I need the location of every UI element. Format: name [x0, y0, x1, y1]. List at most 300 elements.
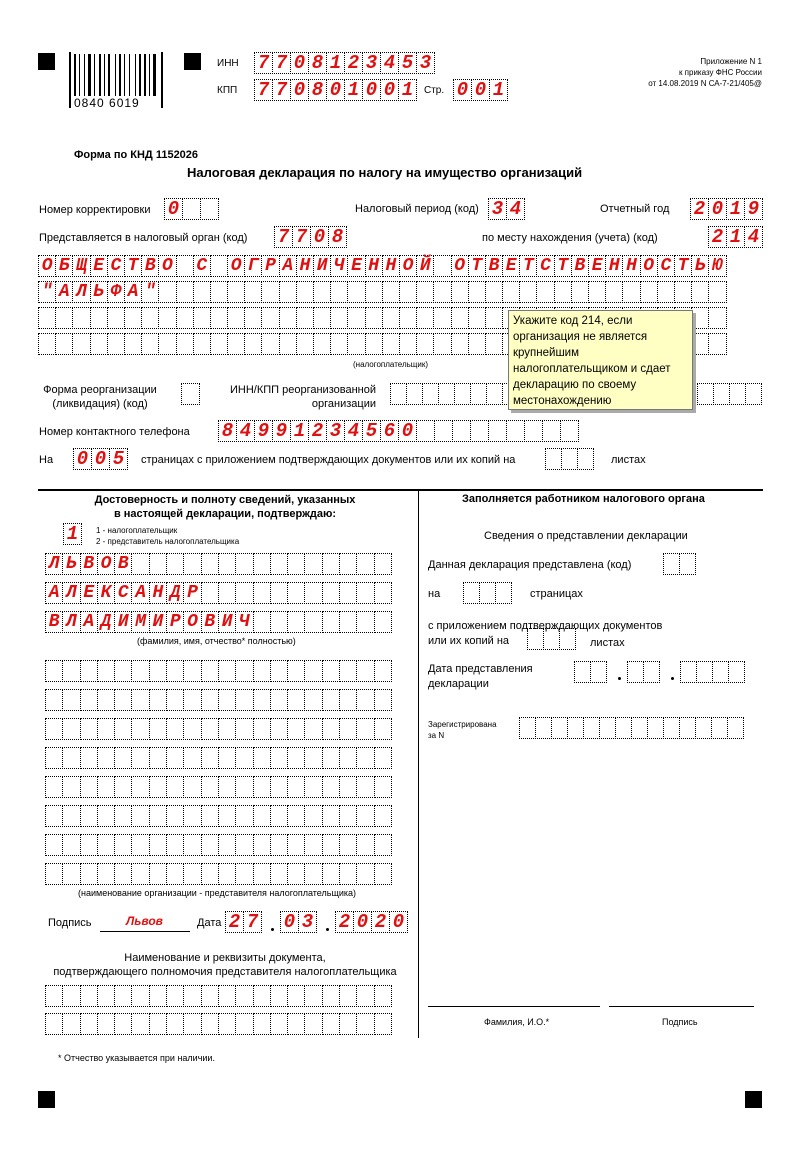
field-cell — [287, 863, 305, 885]
field-cell: 0 — [453, 79, 472, 101]
field-cell — [253, 582, 271, 604]
field-cell: 0 — [380, 79, 399, 101]
tax-pages-field[interactable] — [463, 582, 511, 604]
field-cell — [452, 420, 471, 442]
tax-sheets-field[interactable] — [527, 628, 575, 650]
field-cell — [347, 281, 365, 303]
org-name-row[interactable] — [38, 281, 726, 303]
field-cell — [97, 776, 115, 798]
field-cell — [554, 281, 572, 303]
field-cell: Т — [674, 255, 692, 277]
field-cell — [149, 660, 167, 682]
field-cell: 2 — [371, 911, 390, 933]
field-cell — [691, 281, 709, 303]
field-cell — [486, 383, 503, 405]
field-cell — [374, 611, 392, 633]
field-cell — [560, 420, 579, 442]
field-cell: М — [131, 611, 149, 633]
field-cell: 7 — [272, 52, 291, 74]
field-cell — [80, 689, 98, 711]
field-cell — [114, 834, 132, 856]
field-cell — [149, 985, 167, 1007]
field-cell — [131, 776, 149, 798]
field-cell — [356, 553, 374, 575]
field-cell — [166, 834, 184, 856]
inn-field[interactable] — [254, 52, 434, 74]
field-cell: А — [55, 281, 73, 303]
field-cell — [524, 420, 543, 442]
field-cell — [279, 307, 297, 329]
field-cell — [390, 383, 407, 405]
field-cell: 1 — [290, 420, 309, 442]
signer-option: 2 - представитель налогоплательщика — [96, 537, 240, 546]
field-cell: 0 — [164, 198, 183, 220]
tax-date-month[interactable] — [627, 661, 659, 683]
field-cell — [330, 333, 348, 355]
tax-reg-field[interactable] — [519, 717, 743, 739]
field-cell — [193, 333, 211, 355]
year-label: Отчетный год — [600, 203, 670, 215]
field-cell — [433, 281, 451, 303]
reorg-inn-label-line: организации — [311, 398, 376, 410]
field-cell — [287, 660, 305, 682]
field-cell — [235, 553, 253, 575]
field-cell — [270, 718, 288, 740]
page-field[interactable] — [453, 79, 507, 101]
field-cell — [218, 660, 236, 682]
field-cell — [615, 717, 632, 739]
barcode-bar — [129, 54, 130, 96]
field-cell — [90, 307, 108, 329]
field-cell — [80, 985, 98, 1007]
field-cell: 8 — [328, 226, 347, 248]
field-cell — [296, 307, 314, 329]
field-cell — [253, 834, 271, 856]
phone-field[interactable] — [218, 420, 578, 442]
field-cell — [131, 863, 149, 885]
date-day-field[interactable] — [225, 911, 261, 933]
tax-sign-line — [609, 1006, 754, 1007]
field-cell — [339, 689, 357, 711]
field-cell: 1 — [326, 52, 345, 74]
field-cell — [253, 718, 271, 740]
field-cell: 0 — [310, 226, 329, 248]
field-cell: 2 — [225, 911, 244, 933]
corr-label: Номер корректировки — [39, 204, 151, 216]
field-cell — [339, 718, 357, 740]
field-cell: Р — [261, 255, 279, 277]
field-cell — [571, 281, 589, 303]
doc-title: Налоговая декларация по налогу на имущество организаций — [187, 165, 583, 180]
field-cell — [166, 689, 184, 711]
field-cell: И — [313, 255, 331, 277]
field-cell — [62, 1013, 80, 1035]
rep-org-row[interactable] — [45, 689, 391, 711]
date-label: Дата — [197, 917, 222, 929]
field-cell — [181, 383, 200, 405]
field-cell — [176, 307, 194, 329]
field-cell: С — [657, 255, 675, 277]
field-cell — [434, 420, 453, 442]
tax-title: Заполняется работником налогового органа — [462, 493, 705, 505]
field-cell — [227, 333, 245, 355]
field-cell: О — [451, 255, 469, 277]
field-cell — [559, 628, 576, 650]
field-cell — [124, 333, 142, 355]
form-code: Форма по КНД 1152026 — [74, 149, 199, 161]
period-field[interactable] — [488, 198, 524, 220]
field-cell — [114, 863, 132, 885]
tax-date-year[interactable] — [680, 661, 744, 683]
rep-org-row[interactable] — [45, 660, 391, 682]
field-cell: 1 — [63, 523, 82, 545]
reorg-kpp-field[interactable] — [697, 383, 761, 405]
field-cell — [261, 281, 279, 303]
field-cell — [62, 985, 80, 1007]
field-cell — [90, 333, 108, 355]
field-cell: С — [193, 255, 211, 277]
field-cell — [322, 985, 340, 1007]
barcode-bar — [84, 54, 85, 96]
rep-org-row[interactable] — [45, 805, 391, 827]
field-cell — [519, 281, 537, 303]
field-cell — [114, 747, 132, 769]
field-cell — [45, 1013, 63, 1035]
field-cell: А — [131, 582, 149, 604]
field-cell — [287, 718, 305, 740]
rep-org-row[interactable] — [45, 863, 391, 885]
field-cell — [365, 333, 383, 355]
field-cell: Е — [80, 582, 98, 604]
field-cell — [322, 1013, 340, 1035]
field-cell — [45, 805, 63, 827]
field-cell — [114, 805, 132, 827]
field-cell — [708, 307, 726, 329]
field-cell — [339, 776, 357, 798]
field-cell: 0 — [362, 79, 381, 101]
field-cell — [131, 689, 149, 711]
field-cell — [468, 307, 486, 329]
field-cell — [201, 805, 219, 827]
field-cell — [470, 420, 489, 442]
field-cell — [218, 553, 236, 575]
name-row[interactable] — [45, 582, 391, 604]
field-cell — [583, 717, 600, 739]
field-cell: 0 — [290, 79, 309, 101]
field-cell: 6 — [380, 420, 399, 442]
field-cell — [45, 776, 63, 798]
field-cell — [270, 611, 288, 633]
field-cell — [680, 661, 697, 683]
patronymic-row[interactable] — [45, 611, 391, 633]
field-cell — [304, 1013, 322, 1035]
field-cell — [374, 1013, 392, 1035]
field-cell: 0 — [326, 79, 345, 101]
field-cell — [485, 281, 503, 303]
rep-org-row[interactable] — [45, 834, 391, 856]
field-cell: О — [158, 255, 176, 277]
surname-row[interactable] — [45, 553, 391, 575]
reorg-field[interactable] — [181, 383, 199, 405]
field-cell — [131, 747, 149, 769]
field-cell — [727, 717, 744, 739]
field-cell: Н — [296, 255, 314, 277]
rep-org-row[interactable] — [45, 718, 391, 740]
field-cell — [322, 776, 340, 798]
field-cell — [728, 661, 745, 683]
barcode-bar — [79, 54, 80, 96]
field-cell — [131, 985, 149, 1007]
field-cell: Р — [183, 582, 201, 604]
corr-field[interactable] — [164, 198, 218, 220]
field-cell — [253, 776, 271, 798]
field-cell — [647, 717, 664, 739]
field-cell — [183, 985, 201, 1007]
tax-sign: Подпись — [662, 1017, 698, 1027]
field-cell — [253, 553, 271, 575]
field-cell: 2 — [690, 198, 709, 220]
date-year-field[interactable] — [335, 911, 407, 933]
kpp-field[interactable] — [254, 79, 416, 101]
field-cell — [468, 333, 486, 355]
field-cell — [287, 553, 305, 575]
rep-org-row[interactable] — [45, 747, 391, 769]
field-cell — [691, 307, 709, 329]
appendix-note — [648, 56, 762, 89]
field-cell — [313, 281, 331, 303]
tax-submitted-field[interactable] — [663, 553, 695, 575]
confirm-title-line: Достоверность и полноту сведений, указанных — [94, 494, 356, 506]
field-cell: 2 — [308, 420, 327, 442]
corner-marker — [184, 53, 201, 70]
field-cell — [287, 1013, 305, 1035]
field-cell — [322, 582, 340, 604]
field-cell — [416, 333, 434, 355]
field-cell — [235, 582, 253, 604]
field-cell — [708, 281, 726, 303]
field-cell — [502, 281, 520, 303]
field-cell — [322, 747, 340, 769]
field-cell — [97, 689, 115, 711]
tax-subtitle: Сведения о представлении декларации — [484, 530, 688, 542]
field-cell — [131, 718, 149, 740]
field-cell — [45, 834, 63, 856]
field-cell: Н — [605, 255, 623, 277]
field-cell — [545, 448, 562, 470]
field-cell — [176, 255, 194, 277]
field-cell — [55, 333, 73, 355]
field-cell — [183, 805, 201, 827]
sheets-field[interactable] — [545, 448, 593, 470]
field-cell — [374, 805, 392, 827]
tax-attach-line: с приложением подтверждающих документов — [428, 620, 663, 632]
doc-caption-line: подтверждающего полномочия представителя налогоплательщика — [53, 966, 397, 978]
field-cell — [201, 863, 219, 885]
field-cell: 0 — [91, 448, 110, 470]
field-cell — [97, 1013, 115, 1035]
field-cell — [131, 834, 149, 856]
year-field[interactable] — [690, 198, 762, 220]
field-cell: 8 — [218, 420, 237, 442]
date-separator — [271, 928, 274, 931]
field-cell — [62, 834, 80, 856]
field-cell: 0 — [73, 448, 92, 470]
field-cell — [193, 307, 211, 329]
authority-field[interactable] — [274, 226, 346, 248]
field-cell — [270, 834, 288, 856]
field-cell — [422, 383, 439, 405]
field-cell — [38, 307, 56, 329]
field-cell: 2 — [344, 52, 363, 74]
field-cell — [374, 660, 392, 682]
field-cell — [183, 660, 201, 682]
field-cell — [287, 805, 305, 827]
field-cell — [253, 689, 271, 711]
field-cell — [62, 863, 80, 885]
field-cell — [631, 717, 648, 739]
field-cell — [218, 718, 236, 740]
field-cell — [416, 307, 434, 329]
reorg-label-line: Форма реорганизации — [43, 384, 157, 396]
field-cell — [158, 307, 176, 329]
field-cell — [356, 863, 374, 885]
barcode-bar — [135, 54, 136, 96]
field-cell — [107, 307, 125, 329]
field-cell — [374, 553, 392, 575]
pages-field[interactable] — [73, 448, 127, 470]
field-cell — [131, 1013, 149, 1035]
field-cell — [218, 863, 236, 885]
field-cell: Н — [149, 582, 167, 604]
field-cell — [356, 834, 374, 856]
barcode-bar — [74, 54, 76, 96]
field-cell — [279, 333, 297, 355]
field-cell — [235, 776, 253, 798]
field-cell — [322, 805, 340, 827]
field-cell: Ч — [235, 611, 253, 633]
field-cell: 3 — [362, 52, 381, 74]
field-cell — [38, 333, 56, 355]
field-cell — [561, 448, 578, 470]
field-cell: А — [279, 255, 297, 277]
barcode-bar — [144, 54, 146, 96]
barcode-bar — [115, 54, 116, 96]
appendix-line: Приложение N 1 — [700, 57, 762, 66]
pages-text: страницах с приложением подтверждающих документов или их копий на — [141, 454, 516, 466]
field-cell — [97, 805, 115, 827]
phone-label: Номер контактного телефона — [39, 426, 190, 438]
field-cell — [114, 776, 132, 798]
field-cell: 7 — [243, 911, 262, 933]
field-cell — [210, 333, 228, 355]
field-cell — [322, 611, 340, 633]
doc-row[interactable] — [45, 1013, 391, 1035]
field-cell: 1 — [344, 79, 363, 101]
field-cell — [183, 863, 201, 885]
field-cell — [663, 553, 680, 575]
field-cell — [416, 420, 435, 442]
field-cell — [45, 747, 63, 769]
field-cell: 3 — [416, 52, 435, 74]
field-cell — [62, 689, 80, 711]
field-cell — [114, 718, 132, 740]
tax-pages: страницах — [530, 588, 583, 600]
field-cell: Е — [588, 255, 606, 277]
field-cell — [201, 689, 219, 711]
field-cell: И — [114, 611, 132, 633]
field-cell — [330, 281, 348, 303]
date-month-field[interactable] — [280, 911, 316, 933]
field-cell — [270, 689, 288, 711]
field-cell — [304, 689, 322, 711]
location-field[interactable] — [708, 226, 762, 248]
field-cell — [468, 281, 486, 303]
field-cell — [114, 689, 132, 711]
field-cell: 0 — [389, 911, 408, 933]
field-cell — [114, 985, 132, 1007]
field-cell: С — [107, 255, 125, 277]
field-cell — [97, 747, 115, 769]
field-cell: А — [80, 611, 98, 633]
tax-date-day[interactable] — [574, 661, 606, 683]
field-cell: Ь — [691, 255, 709, 277]
field-cell — [261, 307, 279, 329]
rep-org-row[interactable] — [45, 776, 391, 798]
field-cell — [201, 1013, 219, 1035]
field-cell — [657, 281, 675, 303]
field-cell — [244, 333, 262, 355]
field-cell — [253, 805, 271, 827]
field-cell — [45, 863, 63, 885]
field-cell — [374, 582, 392, 604]
field-cell — [149, 718, 167, 740]
field-cell — [201, 776, 219, 798]
field-cell — [696, 661, 713, 683]
field-cell — [339, 1013, 357, 1035]
field-cell — [218, 747, 236, 769]
org-name-row[interactable] — [38, 255, 726, 277]
pages-prefix: На — [39, 454, 54, 466]
field-cell — [339, 805, 357, 827]
field-cell: Д — [166, 582, 184, 604]
field-cell — [551, 717, 568, 739]
field-cell — [149, 1013, 167, 1035]
field-cell: В — [571, 255, 589, 277]
tax-date-label-line: декларации — [428, 678, 489, 690]
field-cell: О — [399, 255, 417, 277]
field-cell — [166, 718, 184, 740]
field-cell — [399, 333, 417, 355]
field-cell: Е — [347, 255, 365, 277]
doc-row[interactable] — [45, 985, 391, 1007]
field-cell — [201, 747, 219, 769]
field-cell: Р — [166, 611, 184, 633]
field-cell — [114, 1013, 132, 1035]
field-cell — [253, 660, 271, 682]
field-cell: Т — [124, 255, 142, 277]
field-cell — [356, 660, 374, 682]
field-cell: К — [97, 582, 115, 604]
barcode-bar — [149, 54, 150, 96]
field-cell: 5 — [109, 448, 128, 470]
field-cell — [695, 717, 712, 739]
field-cell — [287, 582, 305, 604]
field-cell — [622, 281, 640, 303]
signer-code-field[interactable] — [63, 523, 81, 545]
field-cell — [339, 553, 357, 575]
field-cell — [339, 863, 357, 885]
field-cell: 8 — [308, 52, 327, 74]
